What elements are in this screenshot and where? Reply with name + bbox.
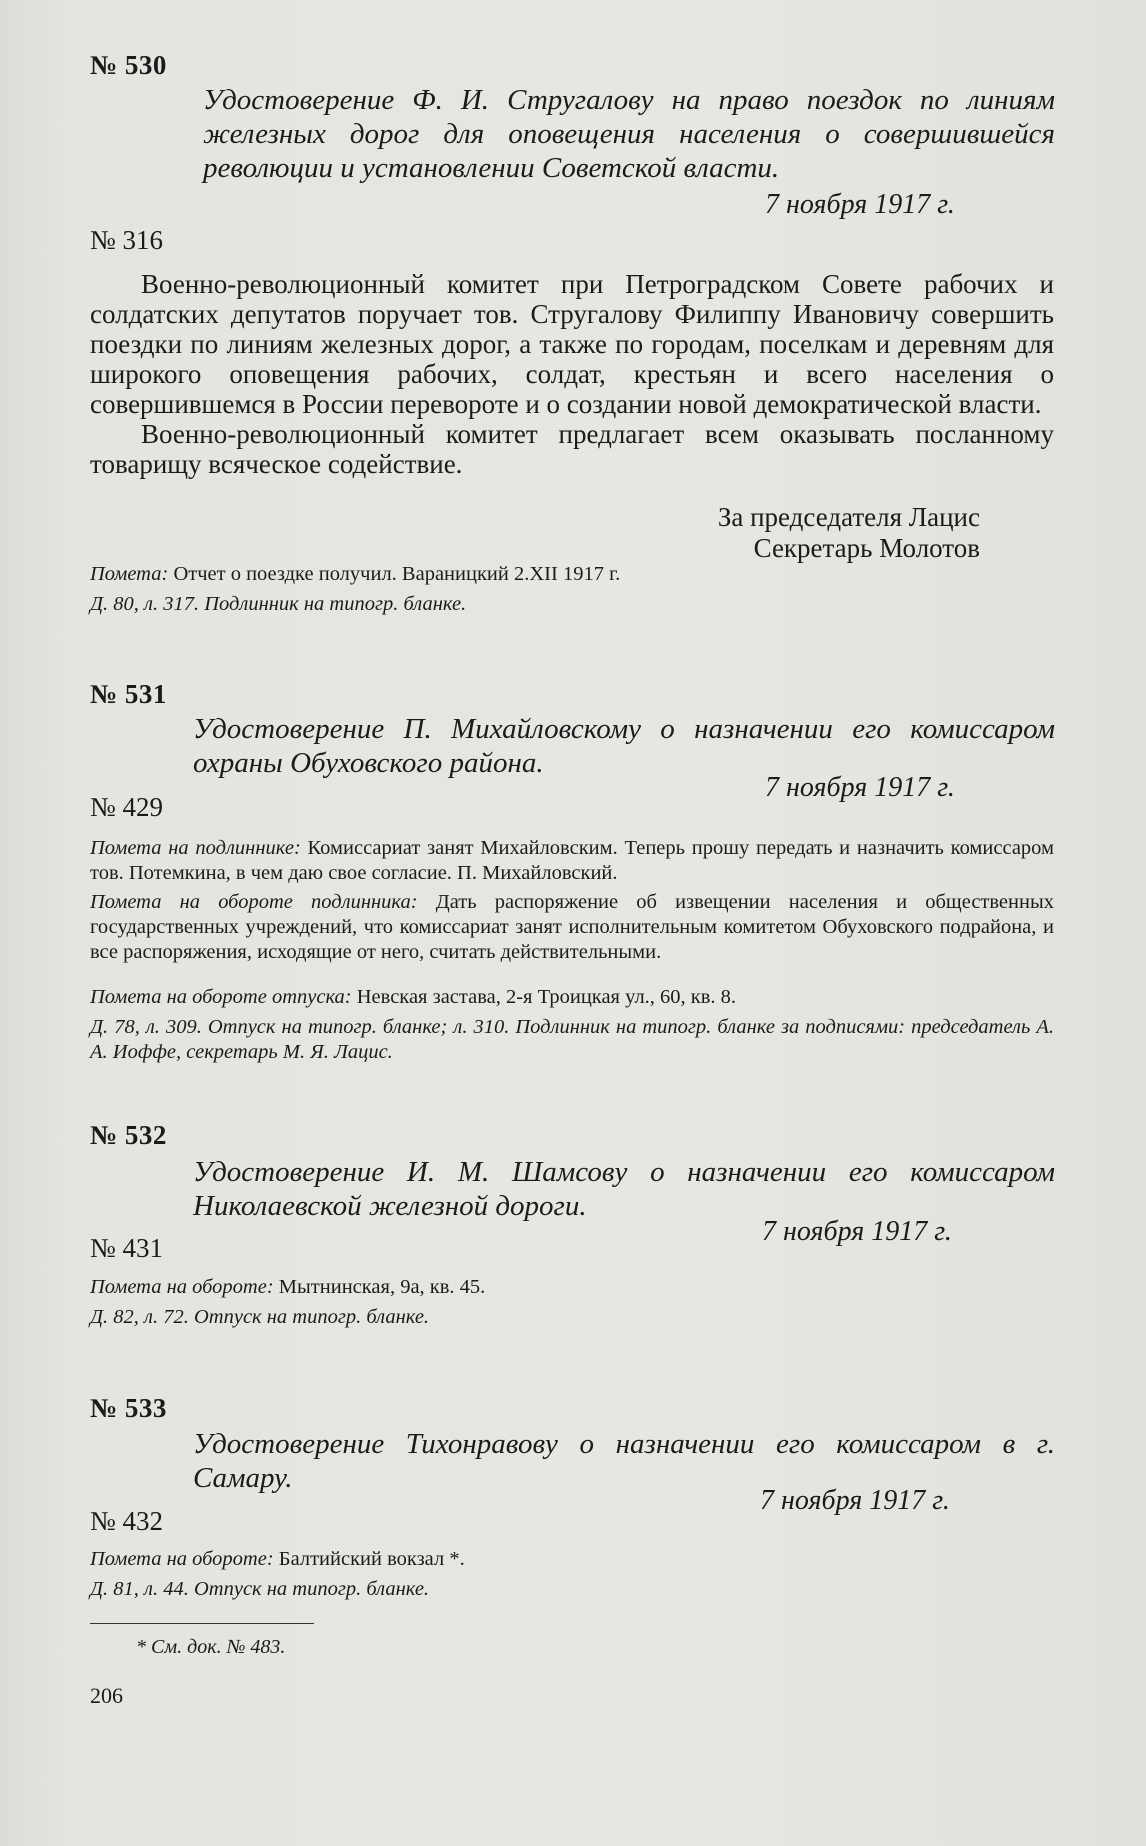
note-text: Отчет о поездке получил. Вараницкий 2.XII 1917 г. bbox=[173, 563, 621, 585]
reg-number: № 431 bbox=[90, 1233, 164, 1263]
doc-number: № 531 bbox=[90, 679, 167, 709]
reg-number: № 429 bbox=[90, 792, 164, 822]
doc-number: № 532 bbox=[90, 1120, 167, 1150]
note-label: Помета на подлиннике: bbox=[90, 837, 301, 859]
note bbox=[90, 1275, 1054, 1300]
archive-ref: Д. 78, л. 309. Отпуск на типогр. бланке; л. 310. Подлинник на типогр. бланке за подписями: председатель А. А. Иоффе, секретарь М. Я. Лацис. bbox=[90, 1016, 1054, 1063]
doc-date: 7 ноября 1917 г. bbox=[765, 772, 955, 803]
body-paragraph: Военно-революционный комитет при Петроградском Совете рабочих и солдатских депутатов поручает тов. Стругалову Филиппу Ивановичу совершить поездки по линиям железных дорог, а также по городам, поселкам и деревням для широкого оповещения рабочих, солдат, крестьян и всего населения о совершившемся в России перевороте и о создании новой демократической власти. bbox=[90, 269, 1054, 419]
archive-ref: Д. 80, л. 317. Подлинник на типогр. бланке. bbox=[90, 593, 467, 615]
note bbox=[90, 890, 1054, 965]
note bbox=[90, 562, 1054, 587]
reg-number: № 432 bbox=[90, 1506, 164, 1536]
doc-title: Удостоверение Тихонравову о назначении его комиссаром в г. Самару. bbox=[193, 1428, 1055, 1494]
doc-title: Удостоверение И. М. Шамсову о назначении его комиссаром Николаевской железной дороги. bbox=[193, 1156, 1055, 1222]
doc-title: Удостоверение Ф. И. Стругалову на право поездок по линиям железных дорог для оповещения населения о совершившейся революции и установлении Советской власти. bbox=[203, 84, 1055, 184]
footnote: * См. док. № 483. bbox=[136, 1636, 286, 1658]
note-text: Мытнинская, 9а, кв. 45. bbox=[278, 1276, 486, 1298]
note-label: Помета на обороте: bbox=[90, 1276, 274, 1298]
note bbox=[90, 836, 1054, 886]
doc-title: Удостоверение П. Михайловскому о назначении его комиссаром охраны Обуховского района. bbox=[193, 713, 1055, 779]
doc-date: 7 ноября 1917 г. bbox=[760, 1485, 950, 1516]
note bbox=[90, 985, 1054, 1010]
reg-number: № 316 bbox=[90, 225, 164, 255]
note-label: Помета: bbox=[90, 563, 169, 585]
body-paragraph: Военно-революционный комитет предлагает всем оказывать посланному товарищу всяческое содействие. bbox=[90, 419, 1054, 479]
note-label: Помета на обороте: bbox=[90, 1548, 274, 1570]
note-text: Невская застава, 2-я Троицкая ул., 60, кв. 8. bbox=[356, 986, 737, 1008]
signature-secretary: Секретарь Молотов bbox=[753, 533, 980, 563]
footnote-divider bbox=[90, 1623, 314, 1624]
doc-date: 7 ноября 1917 г. bbox=[762, 1216, 952, 1247]
note-label: Помета на обороте подлинника: bbox=[90, 891, 418, 913]
doc-body bbox=[90, 269, 1054, 479]
archive-ref: Д. 82, л. 72. Отпуск на типогр. бланке. bbox=[90, 1306, 430, 1328]
doc-date: 7 ноября 1917 г. bbox=[765, 189, 955, 220]
signature-block bbox=[560, 502, 980, 564]
note-text: Комиссариат занят Михайловским. Теперь прошу передать и назначить комиссаром тов. Потемкина, в чем даю свое согласие. П. Михайловский. bbox=[90, 837, 1055, 884]
note bbox=[90, 1547, 1054, 1572]
doc-number: № 533 bbox=[90, 1393, 167, 1423]
note-text: Балтийский вокзал *. bbox=[278, 1548, 465, 1570]
note-label: Помета на обороте отпуска: bbox=[90, 986, 352, 1008]
archive-ref: Д. 81, л. 44. Отпуск на типогр. бланке. bbox=[90, 1578, 430, 1600]
doc-number: № 530 bbox=[90, 50, 167, 80]
note-text: Дать распоряжение об извещении населения и общественных государственных учреждений, что комиссариат занят исполнительным комитетом Обуховского подрайона, и все распоряжения, исходящие от него, считать действительными. bbox=[90, 891, 1054, 963]
signature-chair: За председателя Лацис bbox=[717, 502, 980, 532]
page-number: 206 bbox=[90, 1683, 123, 1708]
